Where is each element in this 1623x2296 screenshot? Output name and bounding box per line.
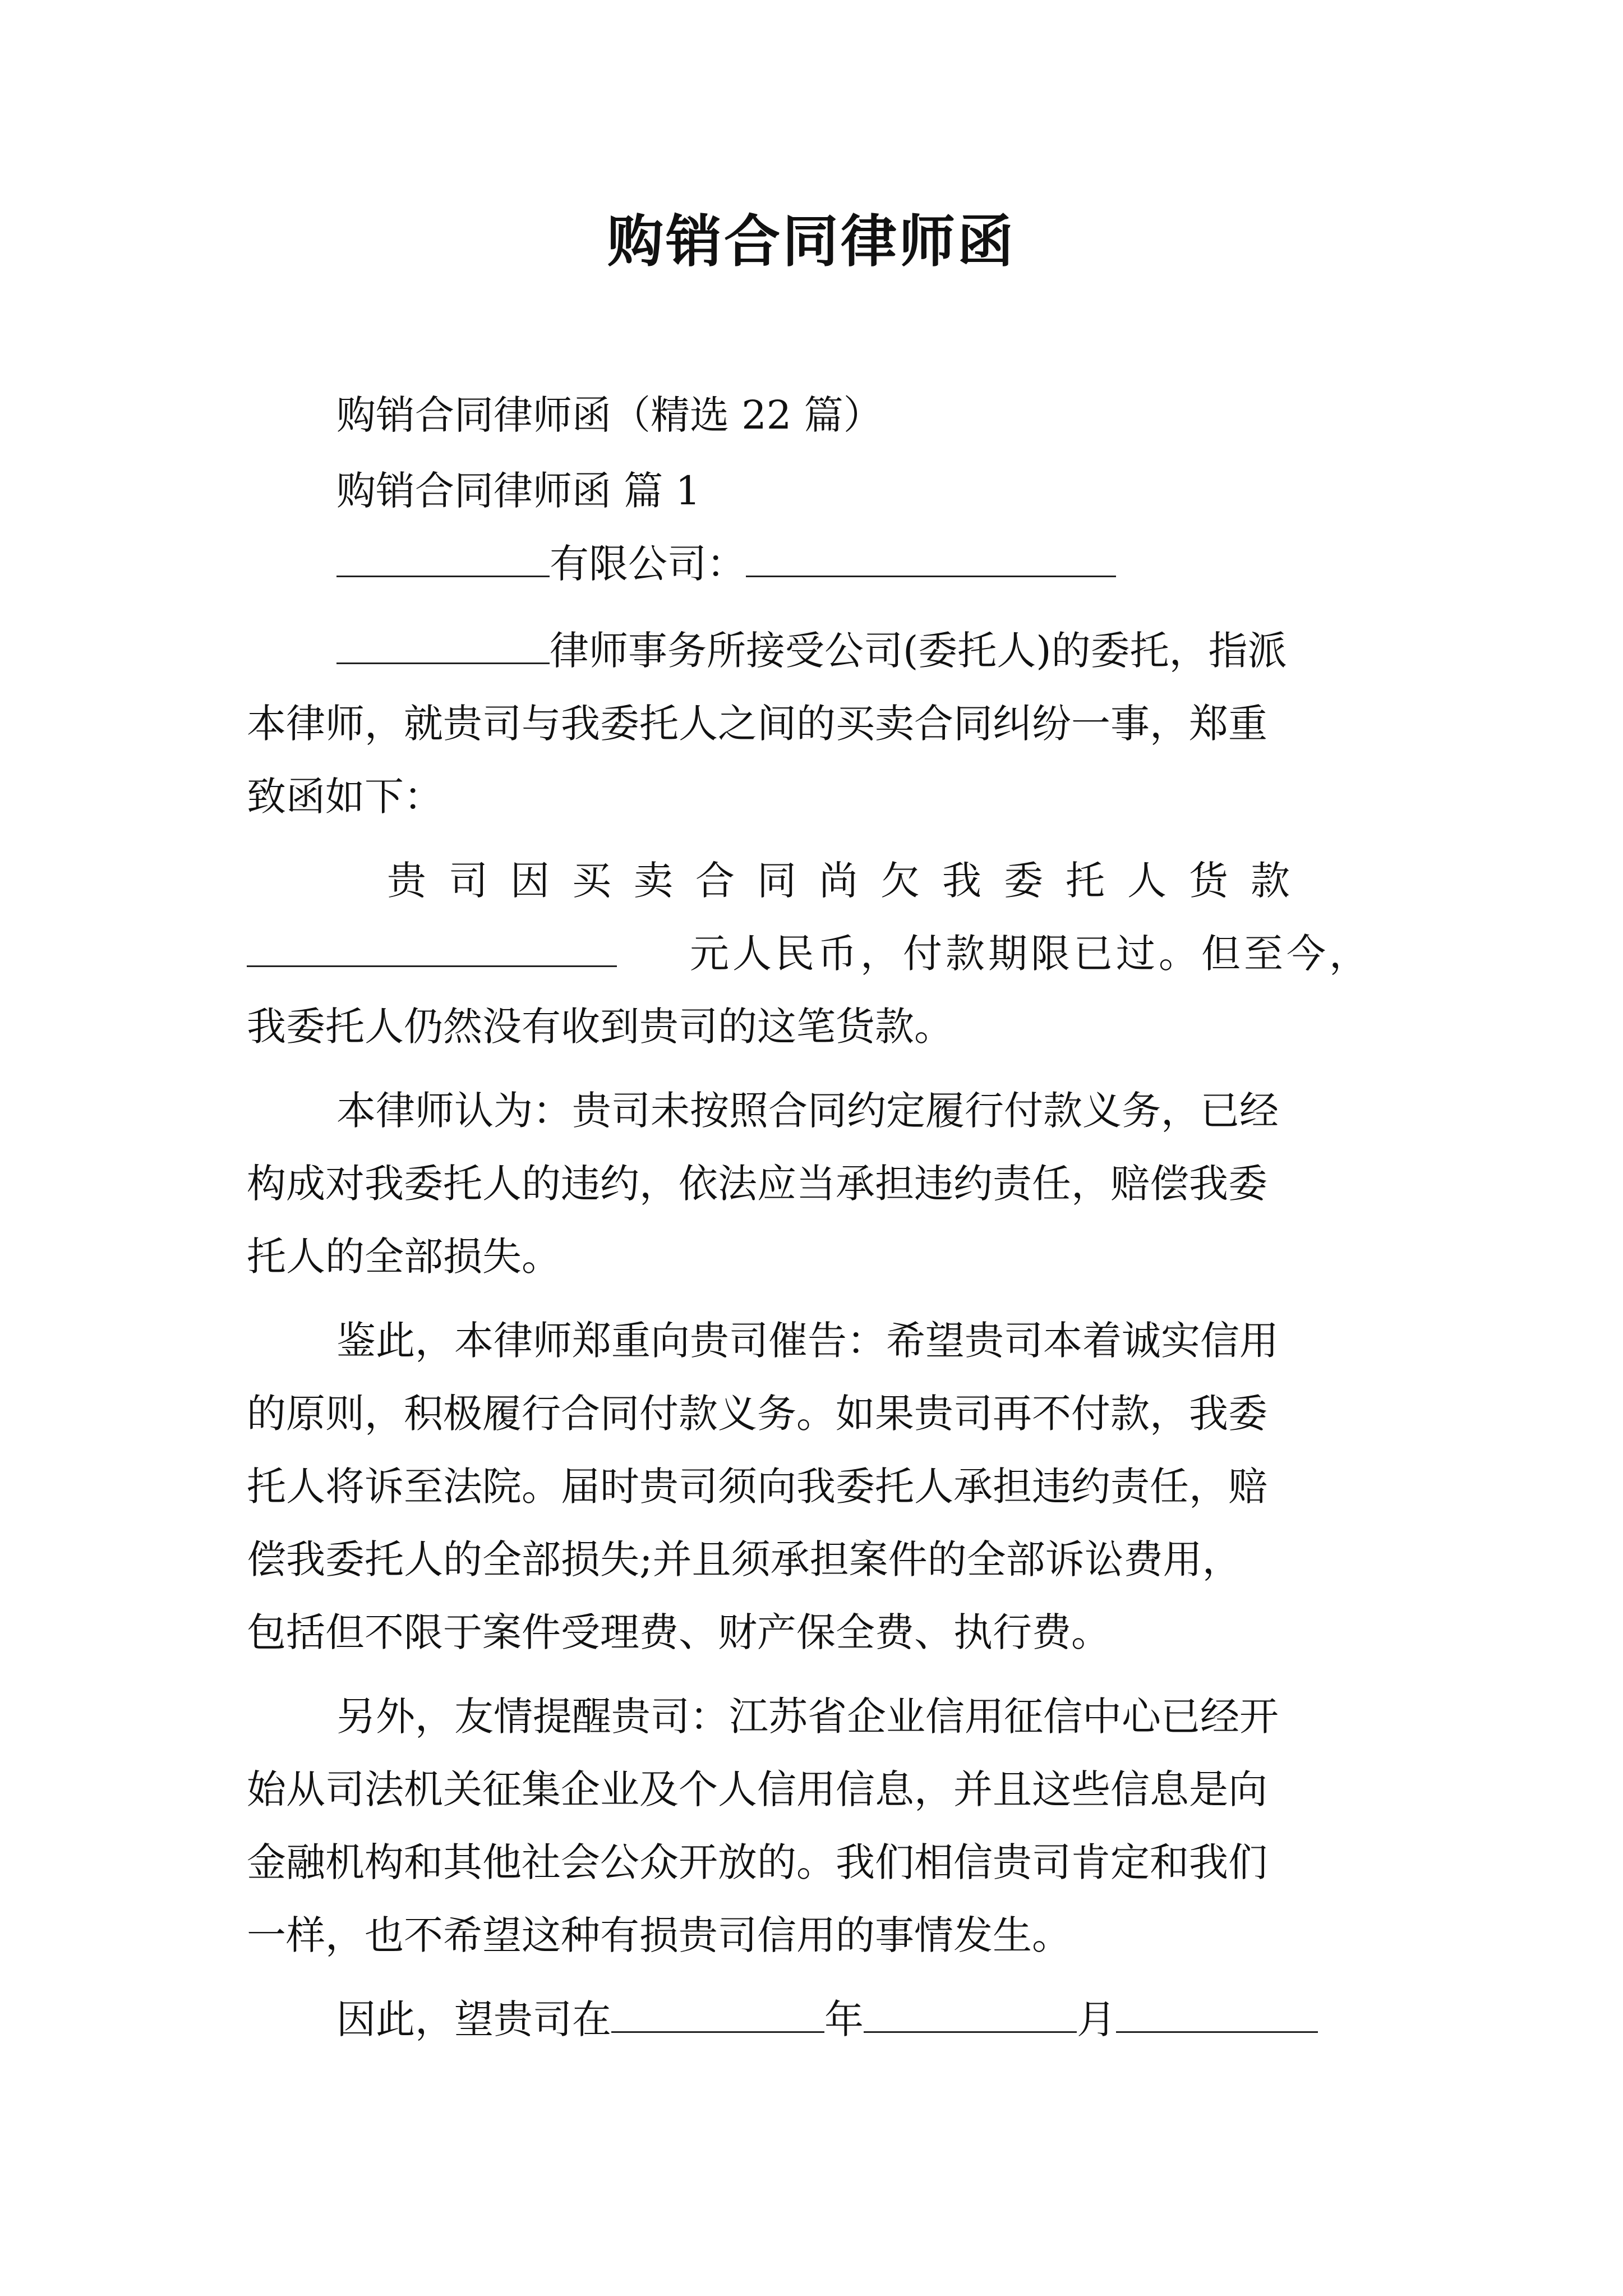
paragraph-line xyxy=(247,917,1380,990)
addressee-label: 有限公司： xyxy=(550,541,746,587)
paragraph-line: 托人的全部损失。 xyxy=(247,1234,561,1280)
blank-amount xyxy=(247,932,617,967)
blank-day xyxy=(1116,1998,1318,2033)
subtitle-line: 购销合同律师函（精选 22 篇） xyxy=(336,392,883,438)
paragraph-line: 一样，也不希望这种有损贵司信用的事情发生。 xyxy=(247,1912,1071,1958)
paragraph-line: 本律师认为：贵司未按照合同约定履行付款义务，已经 xyxy=(336,1088,1279,1134)
paragraph-line: 鉴此，本律师郑重向贵司催告：希望贵司本着诚实信用 xyxy=(336,1318,1279,1364)
paragraph-text: 因此，望贵司在 xyxy=(336,1996,611,2042)
paragraph-line: 的原则，积极履行合同付款义务。如果贵司再不付款，我委 xyxy=(247,1391,1267,1437)
blank-year xyxy=(611,1998,824,2033)
document-title: 购销合同律师函 xyxy=(607,208,1016,274)
paragraph-text: 律师事务所接受公司(委托人)的委托，指派 xyxy=(550,628,1287,674)
blank-company-name xyxy=(336,542,550,577)
paragraph-text: 贵司因买卖合同尚欠我委托人货款 xyxy=(387,858,1312,904)
paragraph-line: 我委托人仍然没有收到贵司的这笔货款。 xyxy=(247,1004,953,1050)
addressee-line xyxy=(336,527,1380,600)
paragraph-line: 本律师，就贵司与我委托人之间的买卖合同纠纷一事，郑重 xyxy=(247,701,1267,747)
paragraph-line: 致函如下： xyxy=(247,774,443,820)
paragraph-line: 另外，友情提醒贵司：江苏省企业信用征信中心已经开 xyxy=(336,1694,1279,1740)
section-heading: 购销合同律师函 篇 1 xyxy=(336,468,701,514)
paragraph-line xyxy=(336,614,1380,687)
paragraph-line: 偿我委托人的全部损失;并且须承担案件的全部诉讼费用， xyxy=(247,1536,1242,1582)
blank-month xyxy=(864,1998,1077,2033)
month-label: 月 xyxy=(1077,1996,1116,2042)
paragraph-line: 包括但不限于案件受理费、财产保全费、执行费。 xyxy=(247,1609,1110,1655)
paragraph-line: 托人将诉至法院。届时贵司须向我委托人承担违约责任，赔 xyxy=(247,1464,1267,1510)
paragraph-line: 始从司法机关征集企业及个人信用信息，并且这些信息是向 xyxy=(247,1766,1267,1812)
blank-addressee xyxy=(746,542,1116,577)
paragraph-line: 金融机构和其他社会公众开放的。我们相信贵司肯定和我们 xyxy=(247,1839,1267,1885)
blank-law-firm xyxy=(336,629,550,664)
paragraph-line xyxy=(387,844,1380,917)
paragraph-text: 元人民币，付款期限已过。但至今， xyxy=(690,931,1372,977)
year-label: 年 xyxy=(824,1996,864,2042)
paragraph-line: 构成对我委托人的违约，依法应当承担违约责任，赔偿我委 xyxy=(247,1161,1267,1207)
paragraph-line xyxy=(336,1983,1380,2056)
